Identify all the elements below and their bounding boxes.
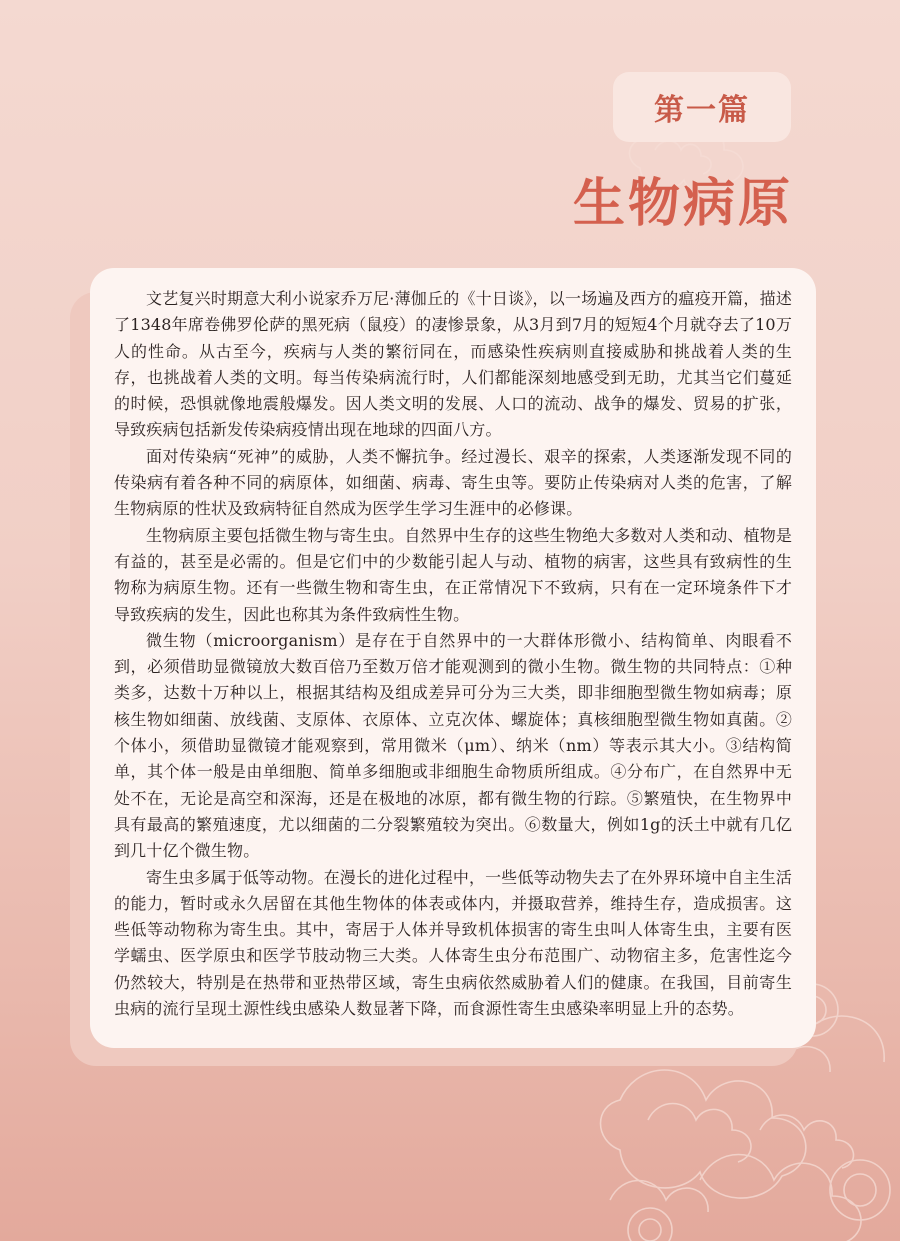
- part-title: 生物病原: [572, 174, 793, 234]
- part-label: 第一篇: [654, 93, 750, 128]
- paragraph: 文艺复兴时期意大利小说家乔万尼·薄伽丘的《十日谈》，以一场遍及西方的瘟疫开篇，描述了1348年席卷佛罗伦萨的黑死病（鼠疫）的凄惨景象，从3月到7月的短短4个月就夺去了10万人的性命。从古至今，疾病与人类的繁衍同在，而感染性疾病则直接威胁和挑战着人类的生存，也挑战着人类的文明。每当传染病流行时，人们都能深刻地感受到无助，尤其当它们蔓延的时候，恐惧就像地震般爆发。因人类文明的发展、人口的流动、战争的爆发、贸易的扩张，导致疾病包括新发传染病疫情出现在地球的四面八方。: [114, 289, 792, 440]
- paragraph: 面对传染病“死神”的威胁，人类不懈抗争。经过漫长、艰辛的探索，人类逐渐发现不同的传染病有着各种不同的病原体，如细菌、病毒、寄生虫等。要防止传染病对人类的危害，了解生物病原的性状及致病特征自然成为医学生学习生涯中的必修课。: [114, 446, 792, 519]
- intro-text-card: [90, 268, 816, 1048]
- paragraph: 生物病原主要包括微生物与寄生虫。自然界中生存的这些生物绝大多数对人类和动、植物是有益的，甚至是必需的。但是它们中的少数能引起人与动、植物的病害，这些具有致病性的生物称为病原生物。还有一些微生物和寄生虫，在正常情况下不致病，只有在一定环境条件下才导致疾病的发生，因此也称其为条件致病性生物。: [114, 525, 793, 624]
- part-label-badge: [613, 72, 791, 142]
- paragraph: 微生物（microorganism）是存在于自然界中的一大群体形微小、结构简单、肉眼看不到，必须借助显微镜放大数百倍乃至数万倍才能观测到的微小生物。微生物的共同特点：①种类多，达数十万种以上，根据其结构及组成差异可分为三大类，即非细胞型微生物如病毒；原核生物如细菌、放线菌、支原体、衣原体、立克次体、螺旋体；真核细胞型微生物如真菌。②个体小，须借助显微镜才能观察到，常用微米（μm）、纳米（nm）等表示其大小。③结构简单，其个体一般是由单细胞、简单多细胞或非细胞生命物质所组成。④分布广，在自然界中无处不在，无论是高空和深海，还是在极地的冰原，都有微生物的行踪。⑤繁殖快，在生物界中具有最高的繁殖速度，尤以细菌的二分裂繁殖较为突出。⑥数量大，例如1g的沃土中就有几亿到几十亿个微生物。: [114, 630, 792, 861]
- paragraph: 寄生虫多属于低等动物。在漫长的进化过程中，一些低等动物失去了在外界环境中自主生活的能力，暂时或永久居留在其他生物体的体表或体内，并摄取营养，维持生存，造成损害。这些低等动物称为寄生虫。其中，寄居于人体并导致机体损害的寄生虫叫人体寄生虫，主要有医学蠕虫、医学原虫和医学节肢动物三大类。人体寄生虫分布范围广、动物宿主多，危害性迄今仍然较大，特别是在热带和亚热带区域，寄生虫病依然威胁着人们的健康。在我国，目前寄生虫病的流行呈现土源性线虫感染人数显著下降，而食源性寄生虫感染率明显上升的态势。: [114, 867, 793, 1019]
